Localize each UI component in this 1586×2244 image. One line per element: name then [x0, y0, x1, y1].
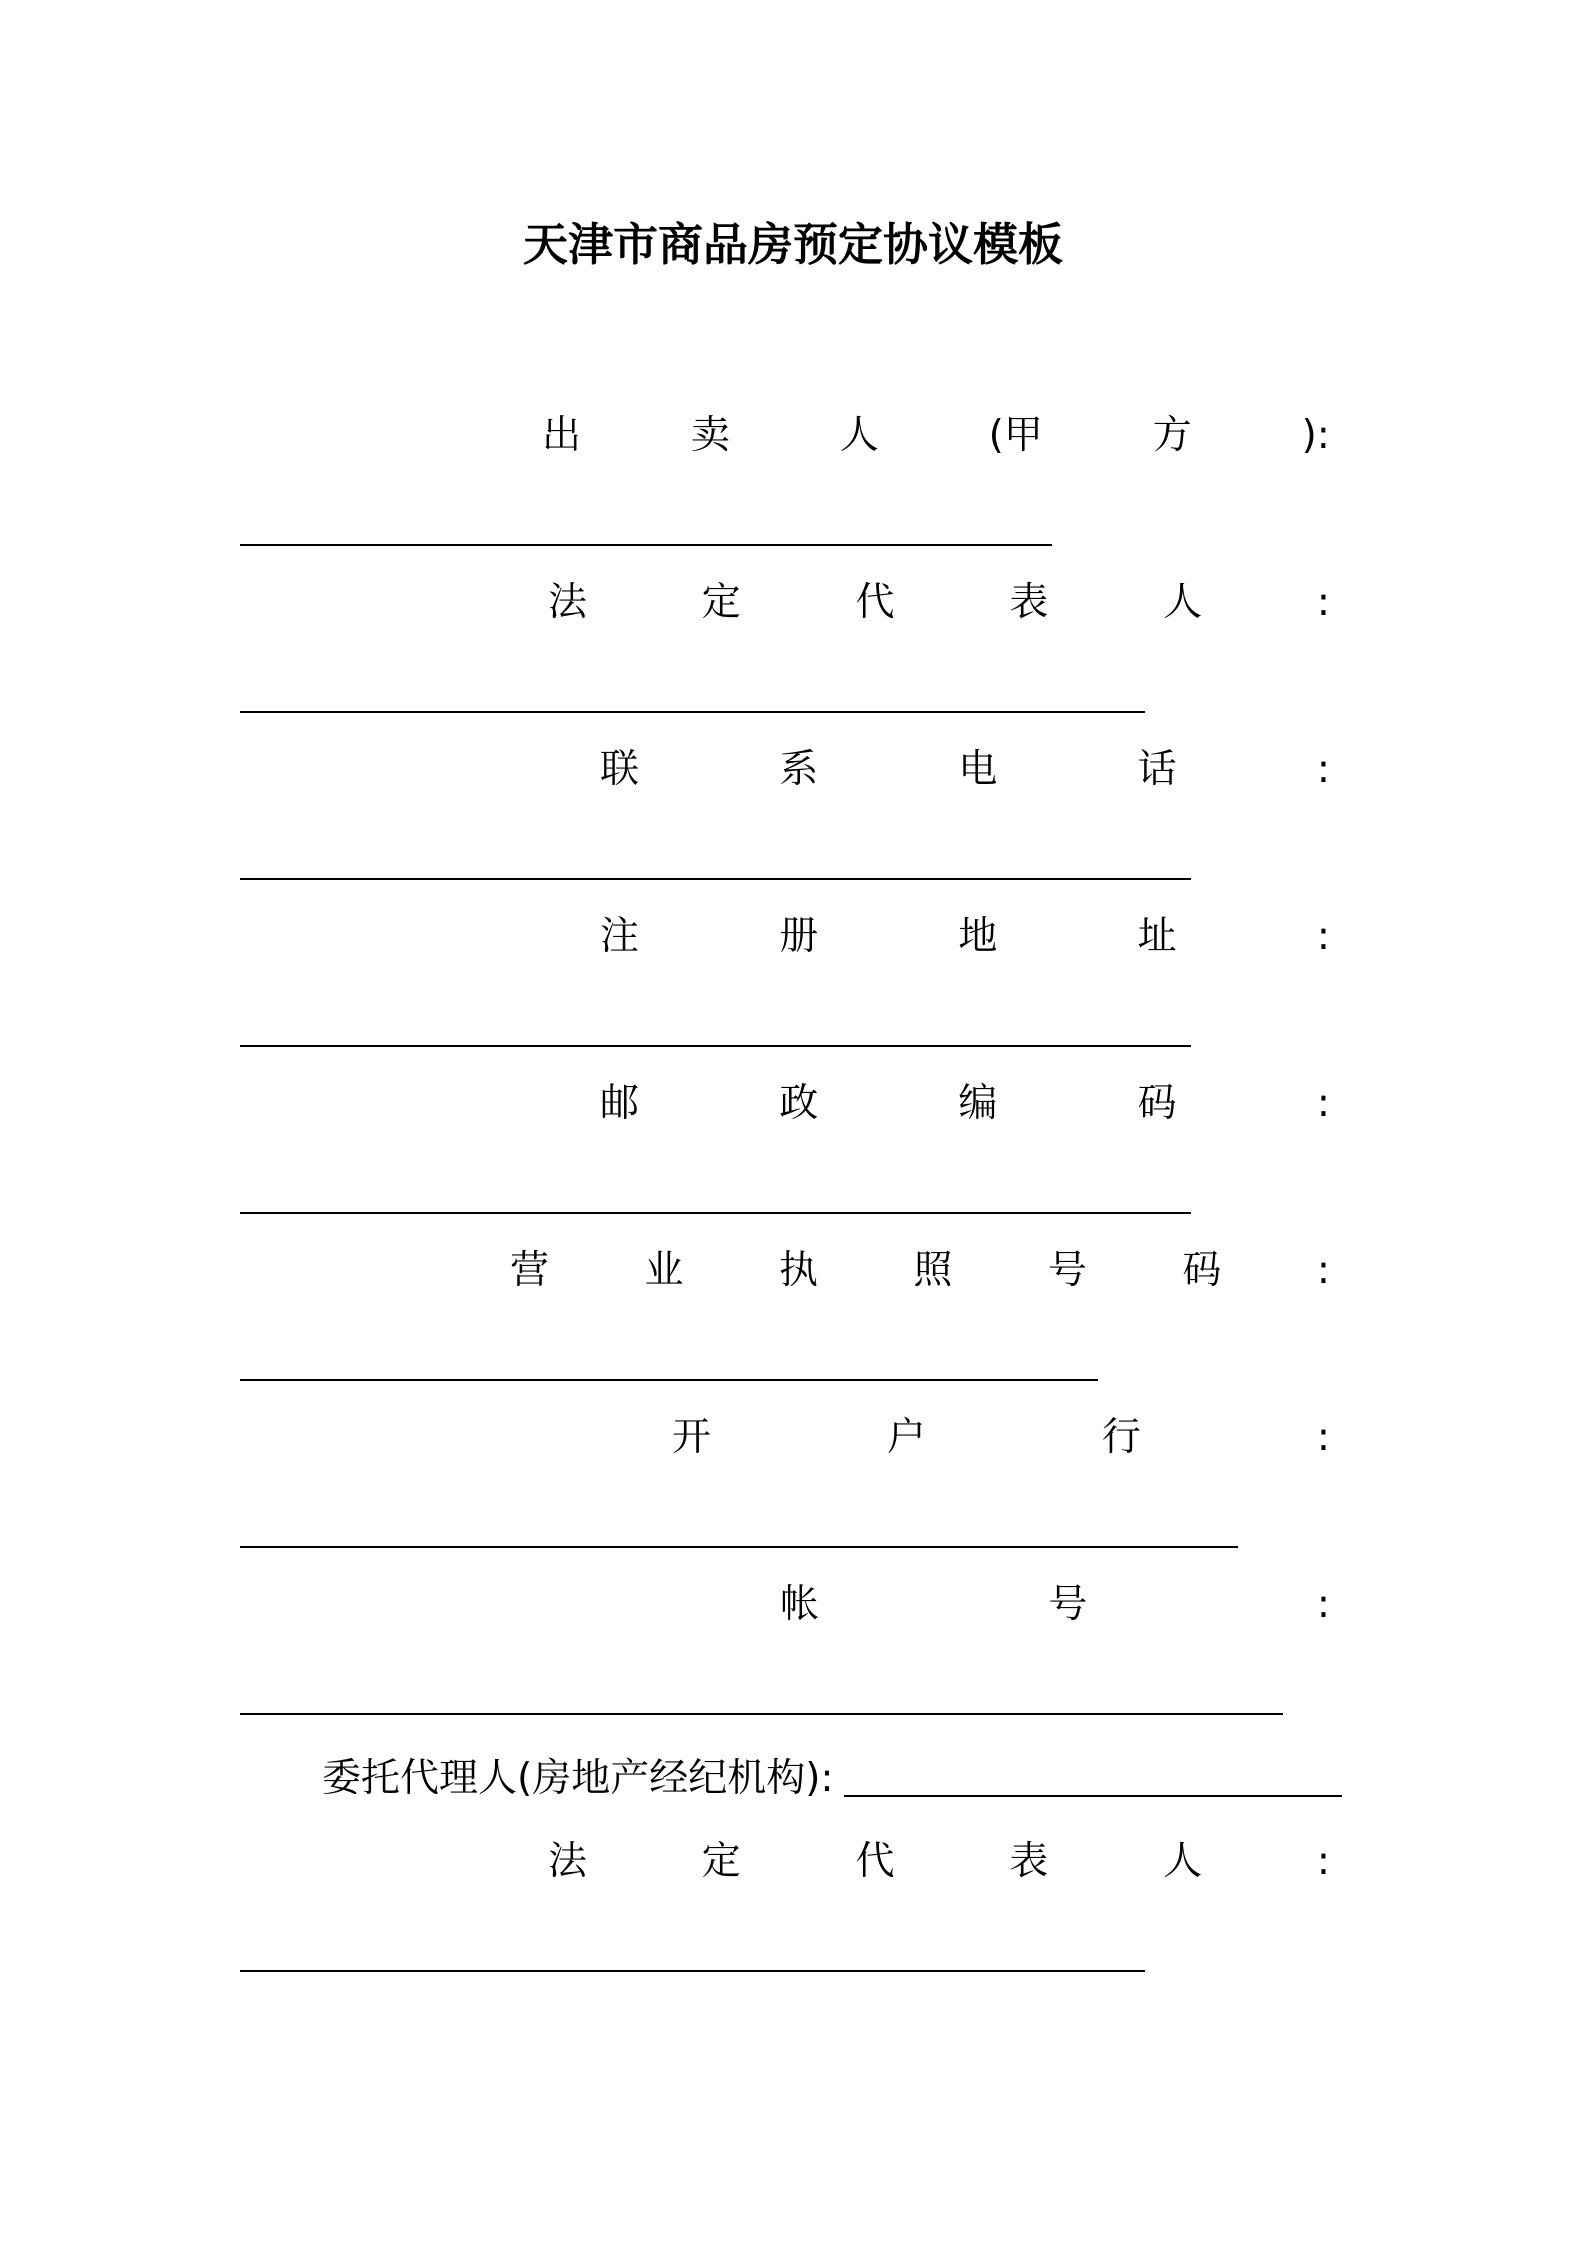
- phone-label-char: 系: [779, 747, 819, 792]
- license-label-char: 照: [913, 1248, 953, 1293]
- agent-fill-line[interactable]: [844, 1795, 1342, 1797]
- license-label: [510, 1245, 1330, 1297]
- seller-label-char: ):: [1301, 413, 1330, 458]
- seller-label-char: 方: [1152, 413, 1192, 458]
- license-label-char: 号: [1047, 1248, 1087, 1293]
- license-label-char: 码: [1182, 1248, 1222, 1293]
- agent-legal-rep-label-char: 定: [701, 1839, 741, 1884]
- legal-rep-fill-line[interactable]: [240, 711, 1145, 713]
- account-label-char: 号: [1048, 1582, 1088, 1627]
- phone-fill-line[interactable]: [240, 878, 1191, 880]
- address-label-char: 址: [1137, 914, 1177, 959]
- bank-label-char: 户: [886, 1415, 926, 1460]
- seller-label-char: 卖: [690, 413, 730, 458]
- legal-rep-label-char: 人: [1163, 580, 1203, 625]
- seller-label: [542, 410, 1330, 462]
- phone-label-char: 电: [958, 747, 998, 792]
- page-title: 天津市商品房预定协议模板: [522, 218, 1063, 271]
- account-label-char: 帐: [780, 1582, 820, 1627]
- seller-label-char: (甲: [988, 413, 1043, 458]
- legal-rep-label: [548, 577, 1330, 629]
- legal-rep-label-char: 表: [1009, 580, 1049, 625]
- license-label-char: 执: [778, 1248, 818, 1293]
- postcode-label-char: :: [1316, 1081, 1330, 1126]
- postcode-label-char: 政: [779, 1081, 819, 1126]
- agent-legal-rep-label-char: :: [1316, 1839, 1330, 1884]
- account-label-char: :: [1316, 1582, 1330, 1627]
- address-label: [600, 911, 1330, 963]
- legal-rep-label-char: 代: [855, 580, 895, 625]
- postcode-fill-line[interactable]: [240, 1212, 1191, 1214]
- phone-label: [600, 744, 1330, 796]
- license-label-char: :: [1316, 1248, 1330, 1293]
- phone-label-char: 话: [1137, 747, 1177, 792]
- legal-rep-label-char: 法: [548, 580, 588, 625]
- postcode-label-char: 码: [1137, 1081, 1177, 1126]
- address-label-char: 注: [600, 914, 640, 959]
- legal-rep-label-char: 定: [701, 580, 741, 625]
- agent-legal-rep-label-char: 法: [548, 1839, 588, 1884]
- bank-label-char: 开: [672, 1415, 712, 1460]
- phone-label-char: :: [1316, 747, 1330, 792]
- address-label-char: 地: [958, 914, 998, 959]
- agent-legal-rep-label-char: 人: [1163, 1839, 1203, 1884]
- agent-legal-rep-fill-line[interactable]: [240, 1970, 1145, 1972]
- agent-legal-rep-label-char: 表: [1009, 1839, 1049, 1884]
- license-label-char: 营: [510, 1248, 550, 1293]
- address-fill-line[interactable]: [240, 1045, 1191, 1047]
- agent-legal-rep-label: [548, 1836, 1330, 1888]
- license-fill-line[interactable]: [240, 1379, 1098, 1381]
- postcode-label-char: 编: [958, 1081, 998, 1126]
- agent-legal-rep-label-char: 代: [855, 1839, 895, 1884]
- bank-label-char: 行: [1101, 1415, 1141, 1460]
- postcode-label: [600, 1078, 1330, 1130]
- bank-label: [672, 1412, 1330, 1464]
- legal-rep-label-char: :: [1316, 580, 1330, 625]
- seller-label-char: 人: [839, 413, 879, 458]
- agent-label: 委托代理人(房地产经纪机构):: [322, 1756, 834, 1801]
- license-label-char: 业: [644, 1248, 684, 1293]
- address-label-char: 册: [779, 914, 819, 959]
- phone-label-char: 联: [600, 747, 640, 792]
- seller-label-char: 出: [542, 413, 582, 458]
- seller-fill-line[interactable]: [240, 544, 1052, 546]
- account-fill-line[interactable]: [240, 1713, 1283, 1715]
- bank-label-char: :: [1316, 1415, 1330, 1460]
- address-label-char: :: [1316, 914, 1330, 959]
- postcode-label-char: 邮: [600, 1081, 640, 1126]
- agent-row: [322, 1753, 1342, 1805]
- account-label: [780, 1579, 1330, 1631]
- bank-fill-line[interactable]: [240, 1546, 1238, 1548]
